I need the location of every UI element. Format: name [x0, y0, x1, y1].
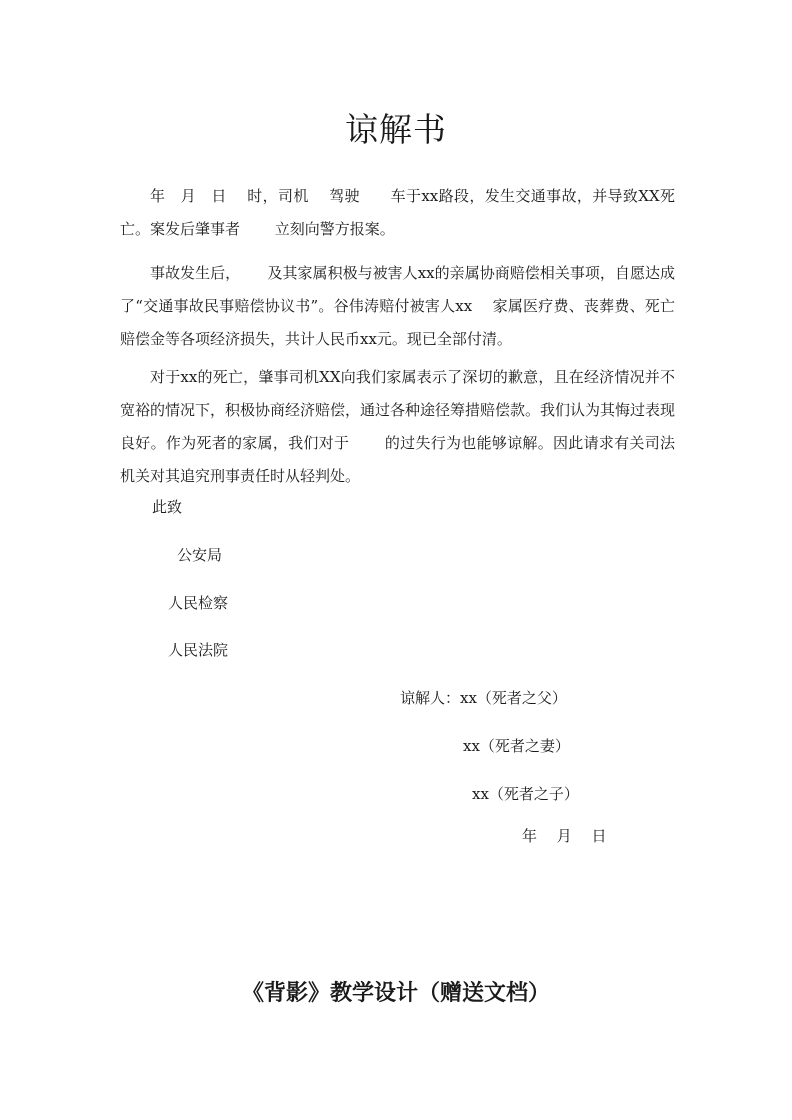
- recipient-procuratorate: 人民检察: [168, 594, 229, 612]
- next-document-title: 《背影》教学设计（赠送文档）: [241, 981, 550, 1006]
- signatory-son: xx（死者之子）: [472, 785, 579, 803]
- signatory-wife: xx（死者之妻）: [463, 737, 570, 755]
- paragraph-forgiveness: 对于xx的死亡，肇事司机XX向我们家属表示了深切的歉意，且在经济情况并不宽裕的情况下，积极协商经济赔偿，通过各种途径筹措赔偿款。我们认为其悔过表现良好。作为死者的家属，我们对于 的过失行为也能够谅解。因此请求有关司法机关对其追究刑事责任时从轻判处。: [120, 368, 676, 485]
- recipient-public-security: 公安局: [177, 546, 223, 564]
- paragraph-compensation: 事故发生后， 及其家属积极与被害人xx的亲属协商赔偿相关事项，自愿达成了“交通事故民事赔偿协议书”。谷伟涛赔付被害人xx 家属医疗费、丧葬费、死亡赔偿金等各项经济损失，共计人民币xx元。现已全部付清。: [120, 264, 675, 348]
- paragraph-incident: 年 月 日 时，司机 驾驶 车于xx路段，发生交通事故，并导致XX死亡。案发后肇事者 立刻向警方报案。: [120, 187, 675, 238]
- closing-salutation: 此致: [152, 498, 183, 516]
- document-title: 谅解书: [345, 110, 447, 149]
- signatory-father: 谅解人：xx（死者之父）: [400, 689, 567, 707]
- date-line: 年 月 日: [522, 827, 607, 845]
- recipient-court: 人民法院: [168, 641, 229, 659]
